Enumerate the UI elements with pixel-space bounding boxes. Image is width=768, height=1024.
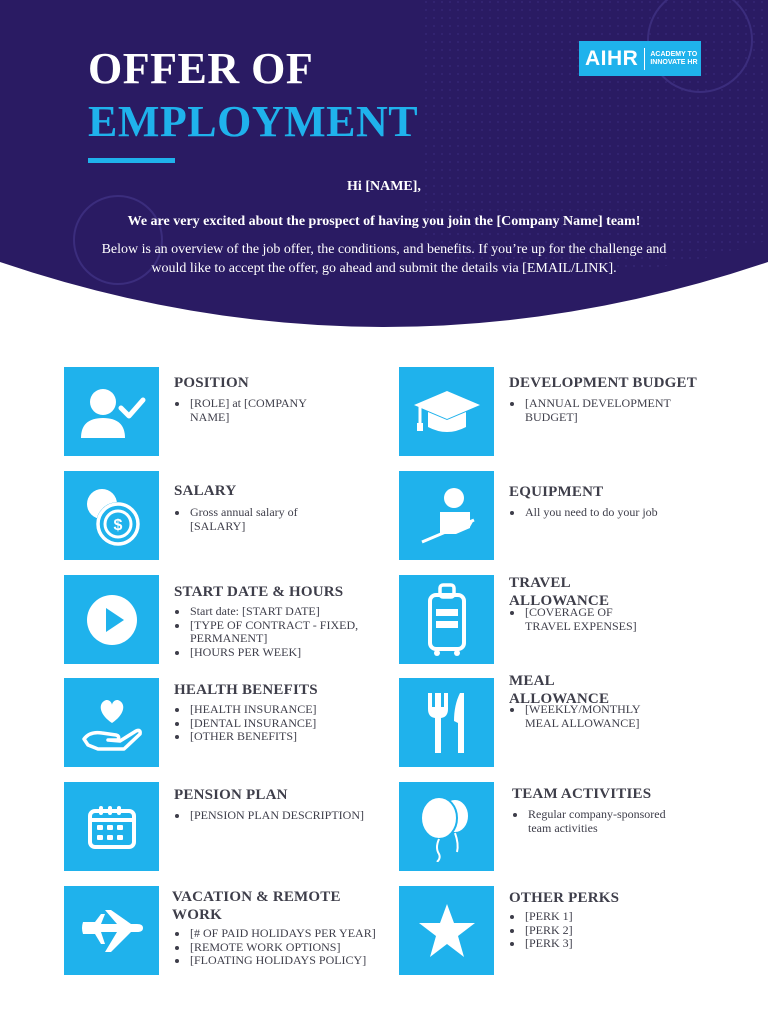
item-list-health	[174, 703, 364, 744]
list-item: All you need to do your job	[509, 506, 689, 520]
list-item: [HOURS PER WEEK]	[174, 646, 364, 660]
person-growth-icon	[399, 471, 494, 560]
logo-wordmark: AIHR	[585, 46, 639, 70]
item-title-vacation: VACATION & REMOTE WORK	[172, 889, 341, 923]
heart-hand-icon	[64, 678, 159, 767]
list-item: [REMOTE WORK OPTIONS]	[174, 941, 384, 955]
item-list-perks	[509, 910, 659, 951]
airplane-icon	[64, 886, 159, 975]
item-list-development	[509, 397, 689, 424]
item-list-position	[174, 397, 324, 424]
item-list-equipment	[509, 506, 689, 520]
item-title-travel: TRAVEL ALLOWANCE	[509, 575, 610, 609]
list-item: [ROLE] at [COMPANY NAME]	[174, 397, 324, 424]
item-title-development: DEVELOPMENT BUDGET	[509, 375, 697, 391]
item-list-meal	[509, 703, 659, 730]
list-item: Start date: [START DATE]	[174, 605, 364, 619]
list-item: [PERK 1]	[509, 910, 659, 924]
header-banner	[0, 0, 768, 330]
list-item: [ANNUAL DEVELOPMENT BUDGET]	[509, 397, 689, 424]
list-item: [PERK 3]	[509, 937, 659, 951]
item-list-salary	[174, 506, 324, 533]
list-item: [DENTAL INSURANCE]	[174, 717, 364, 731]
list-item: [PERK 2]	[509, 924, 659, 938]
fork-knife-icon	[399, 678, 494, 767]
list-item: [# OF PAID HOLIDAYS PER YEAR]	[174, 927, 384, 941]
item-title-meal: MEAL ALLOWANCE	[509, 673, 610, 707]
aihr-logo	[579, 41, 701, 76]
item-title-team: TEAM ACTIVITIES	[512, 786, 652, 802]
list-item: [PENSION PLAN DESCRIPTION]	[174, 809, 374, 823]
list-item: [OTHER BENEFITS]	[174, 730, 364, 744]
logo-tagline	[650, 51, 697, 67]
item-title-pension: PENSION PLAN	[174, 787, 288, 803]
logo-divider	[644, 48, 645, 70]
item-list-travel	[509, 606, 659, 633]
page-title-line1: OFFER OF	[88, 44, 314, 93]
page-title-line2: EMPLOYMENT	[88, 97, 419, 146]
item-list-team	[512, 808, 682, 835]
item-list-vacation	[174, 927, 384, 968]
greeting: Hi [NAME],	[347, 179, 421, 194]
star-icon	[399, 886, 494, 975]
logo-tagline-line2: INNOVATE HR	[650, 58, 698, 66]
calendar-icon	[64, 782, 159, 871]
item-list-pension	[174, 809, 374, 823]
list-item: [HEALTH INSURANCE]	[174, 703, 364, 717]
item-title-salary: SALARY	[174, 483, 237, 499]
item-title-perks: OTHER PERKS	[509, 890, 620, 906]
list-item: [COVERAGE OF TRAVEL EXPENSES]	[509, 606, 659, 633]
item-title-position: POSITION	[174, 375, 249, 391]
overview-text: Below is an overview of the job offer, the conditions, and benefits. If you’re up for the challenge and would like to accept the offer, go ahead and submit the details via [EMAIL/LINK].	[101, 242, 667, 276]
title-underline	[88, 158, 175, 163]
list-item: Gross annual salary of [SALARY]	[174, 506, 324, 533]
list-item: Regular company-sponsored team activities	[512, 808, 682, 835]
graduation-cap-icon	[399, 367, 494, 456]
item-title-health: HEALTH BENEFITS	[174, 682, 318, 698]
logo-tagline-line1: ACADEMY TO	[650, 50, 698, 58]
suitcase-icon	[399, 575, 494, 664]
user-check-icon	[64, 367, 159, 456]
coins-dollar-icon	[64, 471, 159, 560]
list-item: [WEEKLY/MONTHLY MEAL ALLOWANCE]	[509, 703, 659, 730]
list-item: [FLOATING HOLIDAYS POLICY]	[174, 954, 384, 968]
balloons-icon	[399, 782, 494, 871]
play-icon	[64, 575, 159, 664]
item-list-start-date	[174, 605, 364, 659]
welcome-message: We are very excited about the prospect of having you join the [Company Name] team!	[127, 214, 641, 229]
item-title-start-date: START DATE & HOURS	[174, 584, 344, 600]
item-title-equipment: EQUIPMENT	[509, 484, 604, 500]
svg-text:$: $	[113, 516, 122, 534]
list-item: [TYPE OF CONTRACT - FIXED, PERMANENT]	[174, 619, 364, 646]
